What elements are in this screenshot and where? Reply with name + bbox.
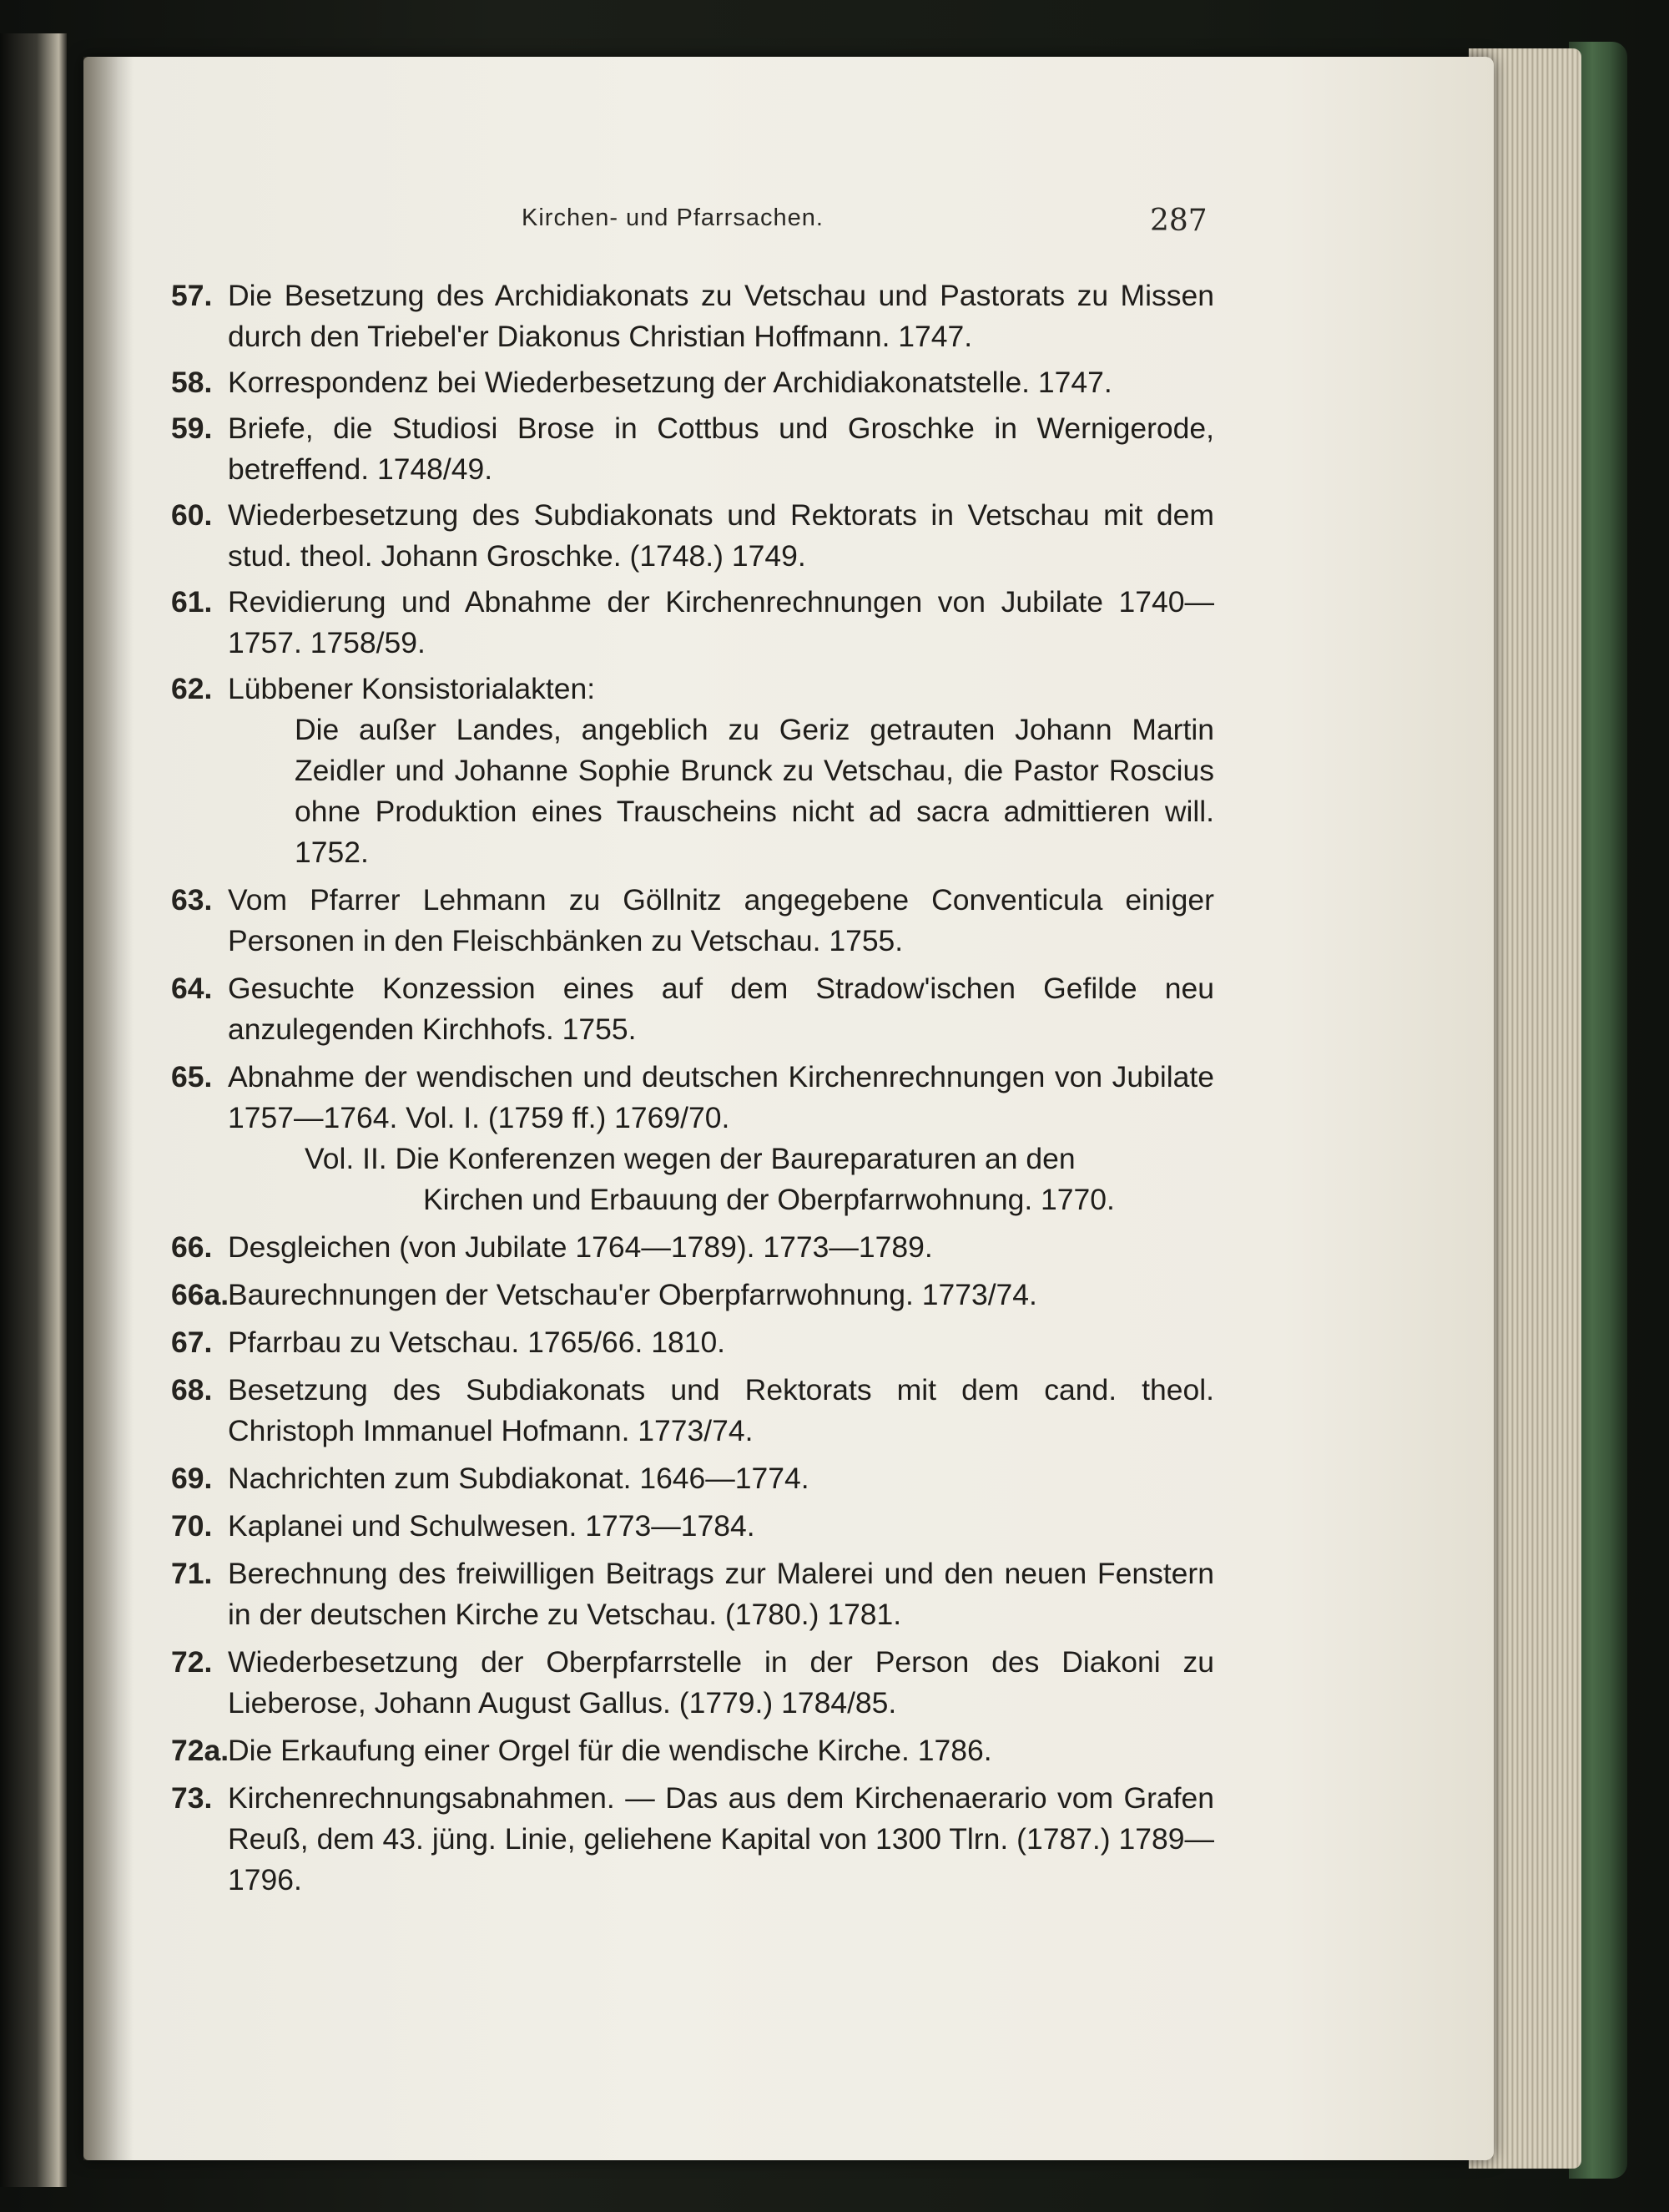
entry-text: Vom Pfarrer Lehmann zu Göllnitz angegebene Conventicula einiger Personen in den Fleischbänken zu Vetschau. 1755.: [228, 883, 1214, 957]
list-item: [171, 1730, 1214, 1771]
entry-volume-line: [305, 1139, 1214, 1220]
list-item: [171, 1370, 1214, 1452]
entry-text: Berechnung des freiwilligen Beitrags zur Malerei und den neuen Fenstern in der deutschen Kirche zu Vetschau. (1780.) 1781.: [228, 1557, 1214, 1631]
left-page-binding: [0, 33, 67, 2187]
entry-number: 58.: [171, 366, 213, 399]
entry-number: 66a.: [171, 1278, 229, 1311]
entry-text: Abnahme der wendischen und deutschen Kirchenrechnungen von Jubilate 1757—1764. Vol. I. (1759 ff.) 1769/70.: [228, 1060, 1214, 1134]
entry-number: 65.: [171, 1060, 213, 1093]
entry-text: Die Besetzung des Archidiakonats zu Vetschau und Pastorats zu Missen durch den Triebel'er Diakonus Christian Hoffmann. 1747.: [228, 279, 1214, 353]
entry-number: 61.: [171, 585, 213, 619]
list-item: [171, 1057, 1214, 1220]
list-item: [171, 968, 1214, 1050]
entry-number: 62.: [171, 672, 213, 705]
entry-text: Wiederbesetzung des Subdiakonats und Rektorats in Vetschau mit dem stud. theol. Johann Groschke. (1748.) 1749.: [228, 498, 1214, 573]
entry-number: 57.: [171, 279, 213, 312]
entry-number: 72a.: [171, 1734, 229, 1767]
list-item: [171, 880, 1214, 962]
list-item: [171, 495, 1214, 577]
entry-text: Pfarrbau zu Vetschau. 1765/66. 1810.: [228, 1326, 726, 1359]
running-header: Kirchen- und Pfarrsachen.: [522, 205, 824, 231]
list-item: [171, 1553, 1214, 1635]
list-item: [171, 582, 1214, 664]
entry-number: 59.: [171, 412, 213, 445]
entry-text: Kaplanei und Schulwesen. 1773—1784.: [228, 1509, 755, 1543]
entry-text: Briefe, die Studiosi Brose in Cottbus und Groschke in Wernigerode, betreffend. 1748/49.: [228, 412, 1214, 486]
list-item: [171, 362, 1214, 403]
list-item: [171, 1778, 1214, 1901]
gutter-shadow: [83, 57, 134, 2160]
entry-text: Besetzung des Subdiakonats und Rektorats mit dem cand. theol. Christoph Immanuel Hofmann. 1773/74.: [228, 1373, 1214, 1447]
entry-subtext: Die außer Landes, angeblich zu Geriz getrauten Johann Martin Zeidler und Johanne Sophie Brunck zu Vetschau, die Pastor Roscius ohne Produktion eines Trauscheins nicht ad sacra admittieren will. 1752.: [295, 713, 1214, 869]
list-item: [171, 1275, 1214, 1316]
entry-number: 60.: [171, 498, 213, 532]
list-item: [171, 1322, 1214, 1363]
entry-text: Wiederbesetzung der Oberpfarrstelle in der Person des Diakoni zu Lieberose, Johann August Gallus. (1779.) 1784/85.: [228, 1645, 1214, 1720]
entry-text: Desgleichen (von Jubilate 1764—1789). 1773—1789.: [228, 1230, 933, 1264]
volume-text-continued: Kirchen und Erbauung der Oberpfarrwohnung. 1770.: [423, 1183, 1115, 1216]
list-item: [171, 1227, 1214, 1268]
entry-number: 69.: [171, 1462, 213, 1495]
entry-text: Korrespondenz bei Wiederbesetzung der Archidiakonatstelle. 1747.: [228, 366, 1112, 399]
entry-number: 63.: [171, 883, 213, 917]
entry-number: 68.: [171, 1373, 213, 1406]
list-item: [171, 1506, 1214, 1547]
entry-text: Revidierung und Abnahme der Kirchenrechnungen von Jubilate 1740—1757. 1758/59.: [228, 585, 1214, 659]
entry-text: Kirchenrechnungsabnahmen. — Das aus dem Kirchenaerario vom Grafen Reuß, dem 43. jüng. Linie, geliehene Kapital von 1300 Tlrn. (1787.) 1789—1796.: [228, 1781, 1214, 1896]
list-item: [171, 1458, 1214, 1499]
list-item: [171, 1642, 1214, 1724]
page-number: 287: [1150, 204, 1208, 238]
entry-text: Nachrichten zum Subdiakonat. 1646—1774.: [228, 1462, 809, 1495]
entry-number: 66.: [171, 1230, 213, 1264]
entry-number: 70.: [171, 1509, 213, 1543]
entry-text: Gesuchte Konzession eines auf dem Stradow'ischen Gefilde neu anzulegenden Kirchhofs. 1755.: [228, 972, 1214, 1046]
entry-list: [171, 275, 1214, 1906]
entry-text: Baurechnungen der Vetschau'er Oberpfarrwohnung. 1773/74.: [228, 1278, 1037, 1311]
entry-number: 73.: [171, 1781, 213, 1815]
entry-number: 71.: [171, 1557, 213, 1590]
list-item: [171, 408, 1214, 490]
entry-number: 72.: [171, 1645, 213, 1679]
entry-text: Lübbener Konsistorialakten:: [228, 672, 596, 705]
entry-text: Die Erkaufung einer Orgel für die wendische Kirche. 1786.: [228, 1734, 992, 1767]
list-item: [171, 669, 1214, 873]
list-item: [171, 275, 1214, 357]
entry-number: 67.: [171, 1326, 213, 1359]
entry-number: 64.: [171, 972, 213, 1005]
volume-text: Vol. II. Die Konferenzen wegen der Baureparaturen an den: [305, 1142, 1076, 1175]
